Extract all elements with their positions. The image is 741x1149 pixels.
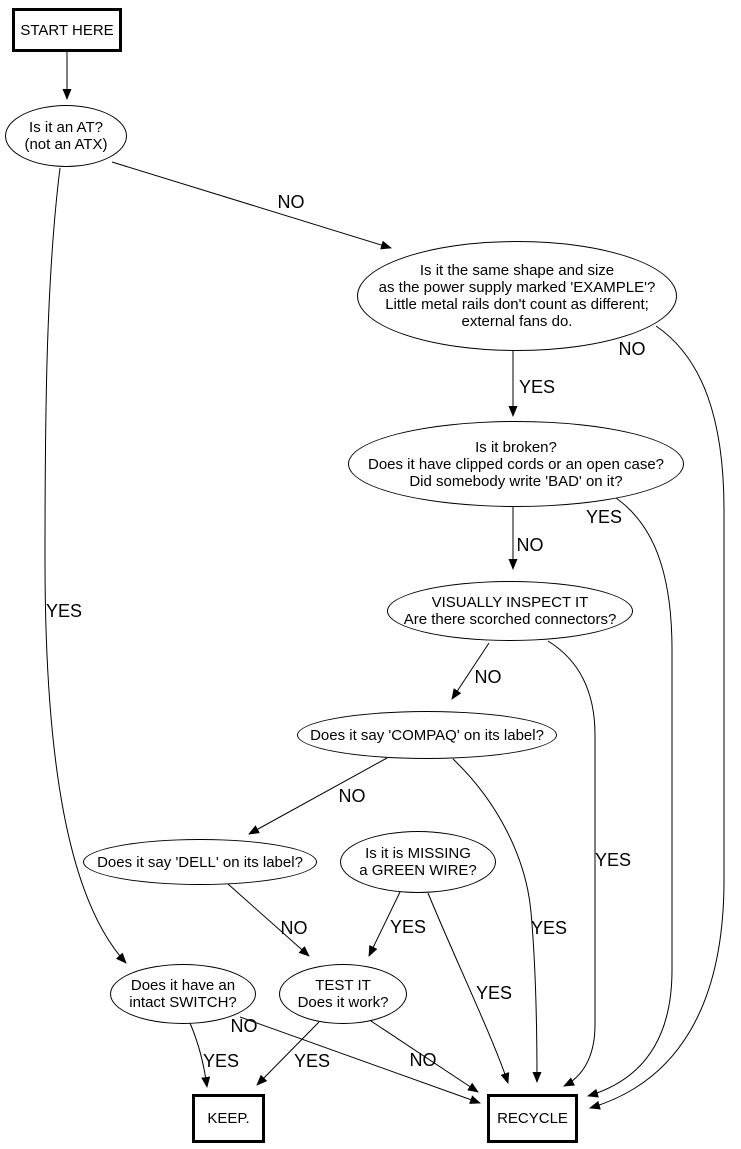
node-keep [192,1094,265,1143]
edge-label-greenwire-test-yes: YES [389,917,427,937]
node-visually-inspect: VISUALLY INSPECT IT Are there scorched connectors? [387,581,633,641]
edge-broken-recycle-yes [585,494,672,1096]
node-test-it: TEST IT Does it work? [279,964,407,1024]
node-dell-question: Does it say 'DELL' on its label? [83,839,317,885]
node-shape-size-question: Is it the same shape and size as the power supply marked 'EXAMPLE'? Little metal rails don't count as different; external fans do. [357,241,677,351]
edge-label-compaq-yes: YES [530,918,568,938]
edge-label-greenwire-recycle-yes: YES [475,983,513,1003]
node-start [12,8,122,52]
node-compaq-question: Does it say 'COMPAQ' on its label? [297,711,557,759]
edge-label-at-no: NO [277,192,305,212]
node-start-label: START HERE [20,21,114,39]
edge-label-switch-yes: YES [202,1051,240,1071]
edge-at-switch-yes [45,168,126,963]
edge-label-switch-no: NO [230,1016,258,1036]
edge-compaq-dell-no [249,758,387,834]
node-keep-label: KEEP. [207,1110,250,1127]
edge-inspect-recycle-yes [548,641,595,1086]
edge-label-shape-no: NO [618,339,646,359]
node-recycle [487,1094,578,1143]
edge-switch-recycle-no [240,1017,480,1103]
node-switch-question: Does it have an intact SWITCH? [110,964,256,1024]
node-at-question: Is it an AT? (not an ATX) [5,105,127,167]
edge-label-test-no: NO [409,1050,437,1070]
edge-label-at-yes: YES [45,601,83,621]
node-broken-question: Is it broken? Does it have clipped cords or an open case? Did somebody write 'BAD' on it? [348,421,684,507]
edge-label-shape-yes: YES [518,377,556,397]
edge-compaq-recycle-yes [453,759,537,1082]
node-green-wire-question: Is it is MISSING a GREEN WIRE? [340,831,496,893]
edge-label-compaq-no: NO [338,786,366,806]
node-recycle-label: RECYCLE [497,1110,568,1127]
edge-label-test-yes: YES [293,1051,331,1071]
edge-label-dell-no: NO [280,918,308,938]
edge-label-inspect-no: NO [474,667,502,687]
edge-label-broken-yes: YES [585,507,623,527]
edge-label-broken-no: NO [516,535,544,555]
edge-label-inspect-yes: YES [594,850,632,870]
edge-at-shape-no [112,162,391,248]
